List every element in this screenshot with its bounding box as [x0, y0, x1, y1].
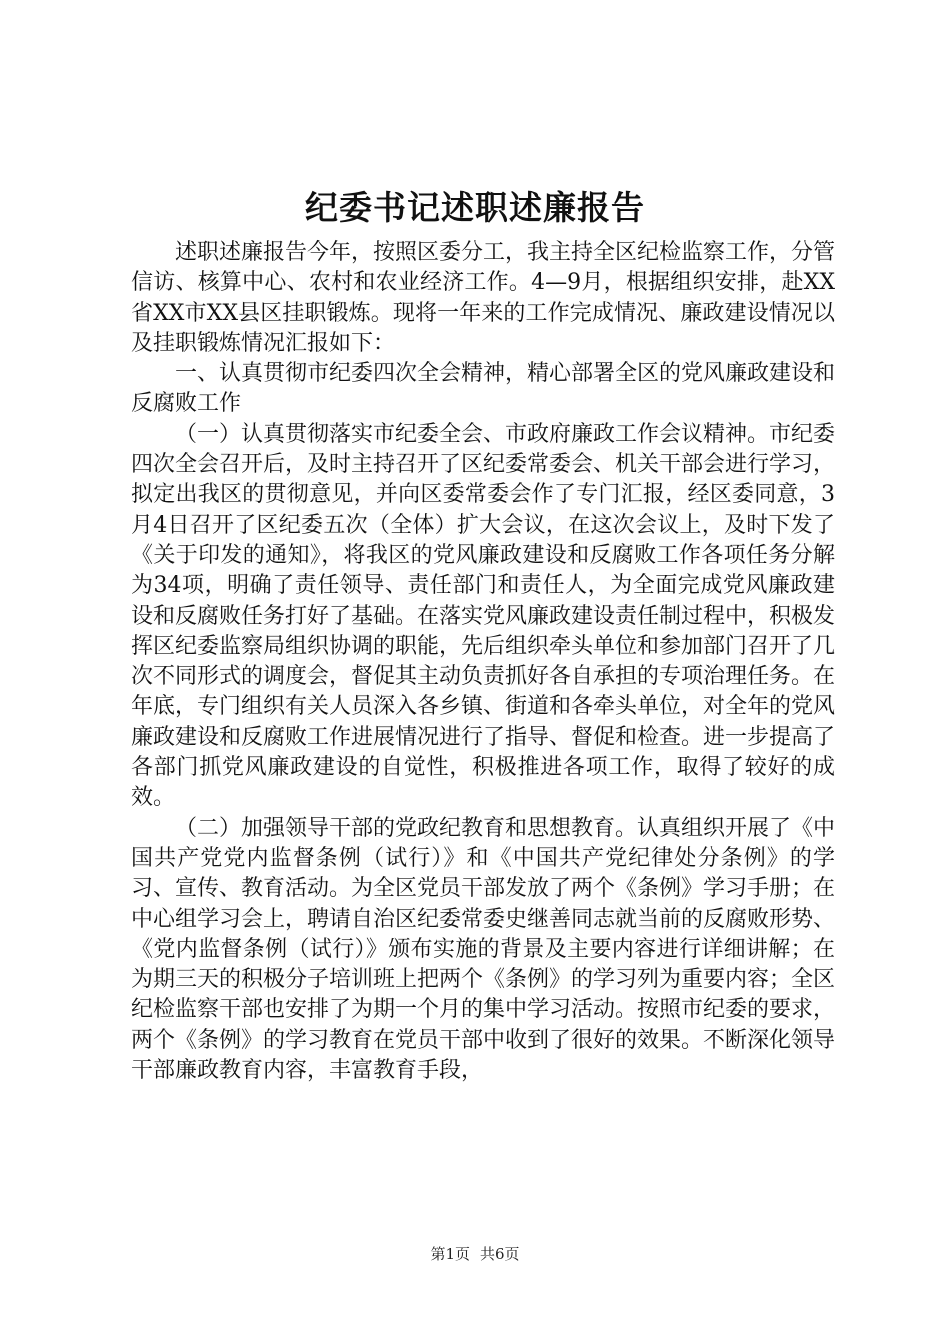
- document-title: 纪委书记述职述廉报告: [305, 188, 645, 227]
- paragraph-item-1: （一）认真贯彻落实市纪委全会、市政府廉政工作会议精神。市纪委四次全会召开后，及时主持召开了区纪委常委会、机关干部会进行学习，拟定出我区的贯彻意见，并向区委常委会作了专门汇报，经区委同意，3月4日召开了区纪委五次（全体）扩大会议，在这次会议上，及时下发了《关于印发的通知》，将我区的党风廉政建设和反腐败工作各项任务分解为34项，明确了责任领导、责任部门和责任人，为全面完成党风廉政建设和反腐败任务打好了基础。在落实党风廉政建设责任制过程中，积极发挥区纪委监察局组织协调的职能，先后组织牵头单位和参加部门召开了几次不同形式的调度会，督促其主动负责抓好各自承担的专项治理任务。在年底，专门组织有关人员深入各乡镇、街道和各牵头单位，对全年的党风廉政建设和反腐败工作进展情况进行了指导、督促和检查。进一步提高了各部门抓党风廉政建设的自觉性，积极推进各项工作，取得了较好的成效。: [131, 421, 836, 811]
- paragraph-item-2: （二）加强领导干部的党政纪教育和思想教育。认真组织开展了《中国共产党党内监督条例（试行）》和《中国共产党纪律处分条例》的学习、宣传、教育活动。为全区党员干部发放了两个《条例》学习手册；在中心组学习会上，聘请自治区纪委常委史继善同志就当前的反腐败形势、《党内监督条例（试行）》颁布实施的背景及主要内容进行详细讲解；在为期三天的积极分子培训班上把两个《条例》的学习列为重要内容；全区纪检监察干部也安排了为期一个月的集中学习活动。按照市纪委的要求，两个《条例》的学习教育在党员干部中收到了很好的效果。不断深化领导干部廉政教育内容，丰富教育手段，: [131, 815, 836, 1084]
- paragraph-intro: 述职述廉报告今年，按照区委分工，我主持全区纪检监察工作，分管信访、核算中心、农村和农业经济工作。4—9月，根据组织安排，赴XX省XX市XX县区挂职锻炼。现将一年来的工作完成情况、廉政建设情况以及挂职锻炼情况汇报如下：: [131, 240, 836, 356]
- page-footer: [0, 1243, 950, 1265]
- page-total: 共6页: [480, 1245, 520, 1263]
- page-number: 第1页: [430, 1245, 470, 1263]
- document-body: [131, 238, 835, 1086]
- paragraph-section-heading: 一、认真贯彻市纪委四次全会精神，精心部署全区的党风廉政建设和反腐败工作: [131, 361, 836, 417]
